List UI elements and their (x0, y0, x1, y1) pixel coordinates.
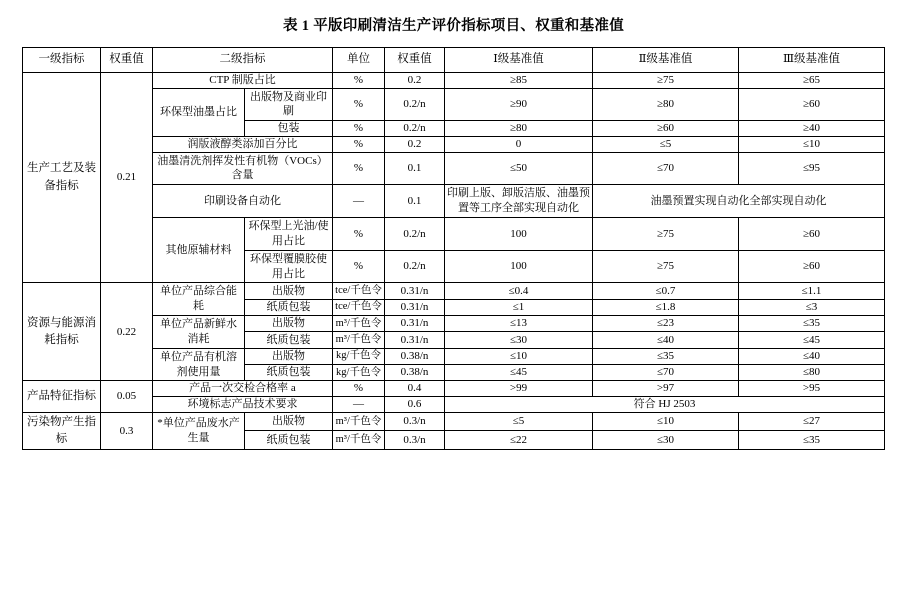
level2-indicator: 油墨清洗剂挥发性有机物（VOCs）含量 (153, 152, 333, 185)
table-row (23, 152, 885, 185)
table-row (23, 381, 885, 397)
page-title: 表 1 平版印刷清洁生产评价指标项目、权重和基准值 (283, 18, 624, 34)
weight-cell: 0.38/n (385, 365, 445, 381)
level2-indicator: 出版物及商业印刷 (245, 88, 333, 121)
unit-cell: — (333, 185, 385, 218)
level-ii-value: ≤0.7 (593, 283, 739, 299)
level-i-value: 0 (445, 136, 593, 152)
all-levels-value: 符合 HJ 2503 (445, 397, 885, 413)
level2-group: 环保型油墨占比 (153, 88, 245, 136)
col-header-level-i: Ⅰ级基准值 (445, 48, 593, 73)
unit-cell: — (333, 397, 385, 413)
level2-group: 单位产品有机溶剂使用量 (153, 348, 245, 381)
col-header-level1: 一级指标 (23, 48, 101, 73)
col-header-level2: 二级指标 (153, 48, 333, 73)
unit-cell: % (333, 217, 385, 250)
level2-indicator: 纸质包装 (245, 299, 333, 315)
weight-cell: 0.2/n (385, 88, 445, 121)
weight-cell: 0.31/n (385, 332, 445, 348)
level-iii-value: ≤10 (739, 136, 885, 152)
weight-cell: 0.31/n (385, 299, 445, 315)
unit-cell: % (333, 88, 385, 121)
level-ii-value: ≤35 (593, 348, 739, 364)
level-iii-value: ≥65 (739, 73, 885, 89)
level-iii-value: ≥60 (739, 217, 885, 250)
level-i-value: ≤30 (445, 332, 593, 348)
level1-weight: 0.22 (101, 283, 153, 381)
level-i-value: 100 (445, 217, 593, 250)
level-iii-value: ≥40 (739, 121, 885, 137)
level1-weight: 0.21 (101, 73, 153, 283)
weight-cell: 0.31/n (385, 316, 445, 332)
level-iii-value: ≤35 (739, 316, 885, 332)
table-row (23, 88, 885, 121)
level2-group: 单位产品综合能耗 (153, 283, 245, 316)
level1-weight: 0.05 (101, 381, 153, 412)
col-header-level-ii: Ⅱ级基准值 (593, 48, 739, 73)
table-row (23, 412, 885, 431)
level-ii-value: ≤23 (593, 316, 739, 332)
level1-weight: 0.3 (101, 412, 153, 450)
level2-indicator: 印刷设备自动化 (153, 185, 333, 218)
level-iii-value: ≥60 (739, 88, 885, 121)
level-i-value: ≤13 (445, 316, 593, 332)
unit-cell: % (333, 73, 385, 89)
weight-cell: 0.2/n (385, 250, 445, 283)
weight-cell: 0.2/n (385, 121, 445, 137)
table-row (23, 397, 885, 413)
level-iii-value: ≤45 (739, 332, 885, 348)
table-row (23, 348, 885, 364)
level-ii-value: ≥75 (593, 217, 739, 250)
table-row (23, 217, 885, 250)
level-ii-value: ≤10 (593, 412, 739, 431)
level-iii-value: ≤95 (739, 152, 885, 185)
level2-indicator: CTP 制版占比 (153, 73, 333, 89)
level-i-value: >99 (445, 381, 593, 397)
level2-indicator: 出版物 (245, 348, 333, 364)
unit-cell: m³/千色令 (333, 316, 385, 332)
col-header-unit: 单位 (333, 48, 385, 73)
level-iii-value: ≤40 (739, 348, 885, 364)
level-i-value: 印刷上版、卸版洁版、油墨预置等工序全部实现自动化 (445, 185, 593, 218)
col-header-weight2: 权重值 (385, 48, 445, 73)
weight-cell: 0.1 (385, 152, 445, 185)
col-header-weight1: 权重值 (101, 48, 153, 73)
level1-indicator: 生产工艺及装备指标 (23, 73, 101, 283)
level2-group: 单位产品新鲜水消耗 (153, 316, 245, 349)
level-ii-value: ≤1.8 (593, 299, 739, 315)
weight-cell: 0.38/n (385, 348, 445, 364)
level-i-value: ≤10 (445, 348, 593, 364)
unit-cell: % (333, 250, 385, 283)
level-iii-value: >95 (739, 381, 885, 397)
unit-cell: % (333, 136, 385, 152)
level-ii-value: ≤40 (593, 332, 739, 348)
level2-indicator: 润版液醇类添加百分比 (153, 136, 333, 152)
level1-indicator: 污染物产生指标 (23, 412, 101, 450)
level-iii-value: ≤1.1 (739, 283, 885, 299)
level-i-value: ≤50 (445, 152, 593, 185)
level2-indicator: 环保型上光油/使用占比 (245, 217, 333, 250)
level-i-value: ≤45 (445, 365, 593, 381)
weight-cell: 0.3/n (385, 412, 445, 431)
level-ii-value: ≥60 (593, 121, 739, 137)
level-i-value: ≥80 (445, 121, 593, 137)
table-header-row (23, 48, 885, 73)
level2-group: 其他原辅材料 (153, 217, 245, 282)
unit-cell: tce/千色令 (333, 283, 385, 299)
level2-indicator: 环境标志产品技术要求 (153, 397, 333, 413)
level-i-value: ≤1 (445, 299, 593, 315)
weight-cell: 0.1 (385, 185, 445, 218)
unit-cell: m³/千色令 (333, 412, 385, 431)
table-row (23, 316, 885, 332)
level-iii-value: ≤3 (739, 299, 885, 315)
level-ii-value: ≤70 (593, 365, 739, 381)
level-i-value: ≤5 (445, 412, 593, 431)
level2-indicator: 出版物 (245, 283, 333, 299)
level-ii-iii-value: 油墨预置实现自动化全部实现自动化 (593, 185, 885, 218)
level-ii-value: >97 (593, 381, 739, 397)
weight-cell: 0.2 (385, 73, 445, 89)
level-i-value: ≥85 (445, 73, 593, 89)
level2-indicator: 纸质包装 (245, 365, 333, 381)
level-ii-value: ≤70 (593, 152, 739, 185)
level2-indicator: 环保型覆膜胶使用占比 (245, 250, 333, 283)
level2-indicator: 包装 (245, 121, 333, 137)
table-row (23, 185, 885, 218)
level-ii-value: ≥80 (593, 88, 739, 121)
unit-cell: m³/千色令 (333, 431, 385, 450)
level2-indicator: 出版物 (245, 316, 333, 332)
level-iii-value: ≤27 (739, 412, 885, 431)
weight-cell: 0.2/n (385, 217, 445, 250)
level2-indicator: 产品一次交检合格率 a (153, 381, 333, 397)
unit-cell: kg/千色令 (333, 348, 385, 364)
level1-indicator: 资源与能源消耗指标 (23, 283, 101, 381)
level2-indicator: 纸质包装 (245, 431, 333, 450)
unit-cell: m³/千色令 (333, 332, 385, 348)
table-row (23, 136, 885, 152)
table-row (23, 283, 885, 299)
level2-group: *单位产品废水产生量 (153, 412, 245, 450)
level-i-value: ≤0.4 (445, 283, 593, 299)
level-ii-value: ≤5 (593, 136, 739, 152)
weight-cell: 0.6 (385, 397, 445, 413)
level1-indicator: 产品特征指标 (23, 381, 101, 412)
unit-cell: tce/千色令 (333, 299, 385, 315)
level2-indicator: 纸质包装 (245, 332, 333, 348)
weight-cell: 0.2 (385, 136, 445, 152)
level-iii-value: ≥60 (739, 250, 885, 283)
table-row (23, 73, 885, 89)
unit-cell: % (333, 381, 385, 397)
level-ii-value: ≤30 (593, 431, 739, 450)
level-i-value: ≥90 (445, 88, 593, 121)
level-iii-value: ≤35 (739, 431, 885, 450)
level-ii-value: ≥75 (593, 73, 739, 89)
unit-cell: % (333, 152, 385, 185)
level-i-value: 100 (445, 250, 593, 283)
weight-cell: 0.4 (385, 381, 445, 397)
level-iii-value: ≤80 (739, 365, 885, 381)
weight-cell: 0.31/n (385, 283, 445, 299)
level-ii-value: ≥75 (593, 250, 739, 283)
unit-cell: kg/千色令 (333, 365, 385, 381)
evaluation-index-table (22, 47, 885, 450)
level2-indicator: 出版物 (245, 412, 333, 431)
weight-cell: 0.3/n (385, 431, 445, 450)
unit-cell: % (333, 121, 385, 137)
level-i-value: ≤22 (445, 431, 593, 450)
col-header-level-iii: Ⅲ级基准值 (739, 48, 885, 73)
